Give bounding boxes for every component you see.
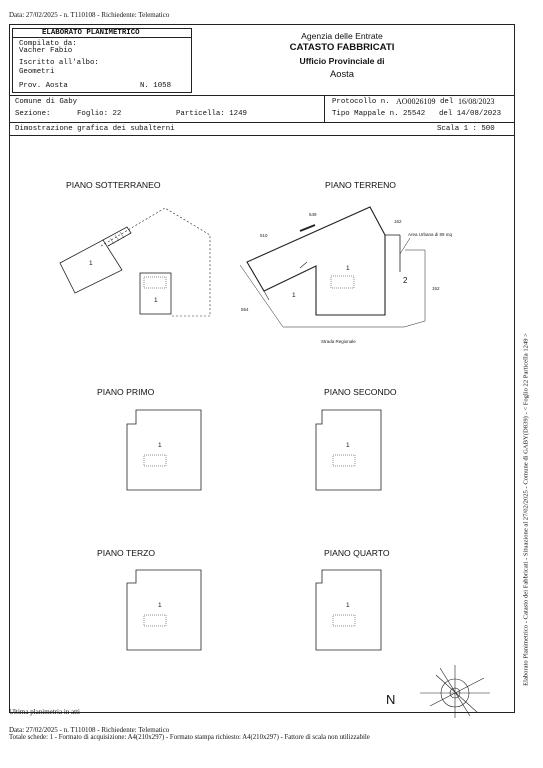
plan-primo-outline xyxy=(127,410,201,490)
prov-label: Prov. Aosta xyxy=(19,82,68,90)
plan-secondo-outline xyxy=(316,410,381,490)
plan-quarto-outline xyxy=(316,570,381,650)
scala-text: Scala 1 : 500 xyxy=(437,125,495,133)
sotterraneo-inner-box xyxy=(144,277,166,288)
compilato-name: Vacher Fabio xyxy=(19,47,73,55)
agency-line4: Aosta xyxy=(330,68,354,79)
terreno-inner-box xyxy=(331,276,354,288)
plan-title-terreno: PIANO TERRENO xyxy=(325,180,396,190)
plan-title-terzo: PIANO TERZO xyxy=(97,548,156,558)
sub-label-quarto: 1 xyxy=(346,602,350,609)
terreno-label-549: 549 xyxy=(309,212,317,217)
side-text: Elaborato Planimetrico - Catasto dei Fabbricati - Situazione al 27/02/2025 - Comune di GABY(D839) - < Foglio 22 Particella 1249 > xyxy=(522,333,530,686)
sotterraneo-stair xyxy=(103,227,131,246)
plan-terreno xyxy=(240,207,425,327)
dimostrazione-text: Dimostrazione grafica dei subalterni xyxy=(15,125,175,133)
prov-number: N. 1058 xyxy=(140,82,172,90)
terreno-building xyxy=(247,207,385,315)
agency-line3: Ufficio Provinciale di xyxy=(299,56,385,66)
tipo-mappale: Tipo Mappale n. 25542 xyxy=(332,110,426,118)
protocollo-del: del xyxy=(440,98,454,106)
plan-title-sotterraneo: PIANO SOTTERRANEO xyxy=(66,180,161,190)
tipo-mappale-date: del 14/08/2023 xyxy=(439,110,502,118)
protocollo-date: 16/08/2023 xyxy=(458,97,495,106)
sub-label-primo: 1 xyxy=(158,442,162,449)
sub-label-sotterraneo: 1 xyxy=(154,297,158,304)
title-block-heading: ELABORATO PLANIMETRICO xyxy=(42,29,140,37)
north-label: N xyxy=(386,692,396,707)
plan-title-primo: PIANO PRIMO xyxy=(97,387,155,397)
terreno-label-152: 152 xyxy=(432,286,440,291)
sezione-label: Sezione: xyxy=(15,110,51,118)
sub-label-terreno-courtyard: 1 xyxy=(292,292,296,299)
terreno-label-554: 554 xyxy=(241,307,249,312)
protocollo-label: Protocollo n. xyxy=(332,98,390,106)
particella-text: Particella: 1249 xyxy=(176,110,247,118)
comune-text: Comune di Gaby xyxy=(15,98,78,106)
terreno-sub-2: 2 xyxy=(403,276,408,285)
terreno-label-strada: Strada Regionale xyxy=(321,339,356,344)
iscritto-value: Geometri xyxy=(19,68,55,76)
sub-label-sotterraneo-room: 1 xyxy=(89,260,93,267)
footer-data: Data: 27/02/2025 - n. T110108 - Richiedente: Telematico xyxy=(9,726,170,734)
plan-title-secondo: PIANO SECONDO xyxy=(324,387,397,397)
top-header: Data: 27/02/2025 - n. T110108 - Richiedente: Telematico xyxy=(9,11,170,19)
footer-ultima: Ultima planimetria in atti xyxy=(9,708,80,716)
agency-line1: Agenzia delle Entrate xyxy=(301,31,383,41)
sub-label-secondo: 1 xyxy=(346,442,350,449)
agency-line2: CATASTO FABBRICATI xyxy=(289,42,395,53)
sotterraneo-room-right xyxy=(140,273,171,314)
foglio-text: Foglio: 22 xyxy=(77,110,122,118)
footer-totale: Totale schede: 1 - Formato di acquisizione: A4(210x297) - Formato stampa richiesto: A4(210x297) - Fattore di scala non utilizzabile xyxy=(9,734,370,741)
terreno-label-162: 162 xyxy=(394,219,402,224)
terreno-label-510: 510 xyxy=(260,233,268,238)
terreno-label-area-urbana: Area Urbana di 89 mq xyxy=(408,232,453,237)
compass-icon xyxy=(420,665,490,718)
sub-label-terzo: 1 xyxy=(158,602,162,609)
plan-terzo-outline xyxy=(127,570,201,650)
plan-title-quarto: PIANO QUARTO xyxy=(324,548,390,558)
protocollo-value: AO0026109 xyxy=(396,97,436,106)
compilato-label: Compilato da: xyxy=(19,40,77,48)
plan-sotterraneo xyxy=(60,208,210,316)
iscritto-label: Iscritto all'albo: xyxy=(19,59,99,67)
sub-label-terreno: 1 xyxy=(346,265,350,272)
